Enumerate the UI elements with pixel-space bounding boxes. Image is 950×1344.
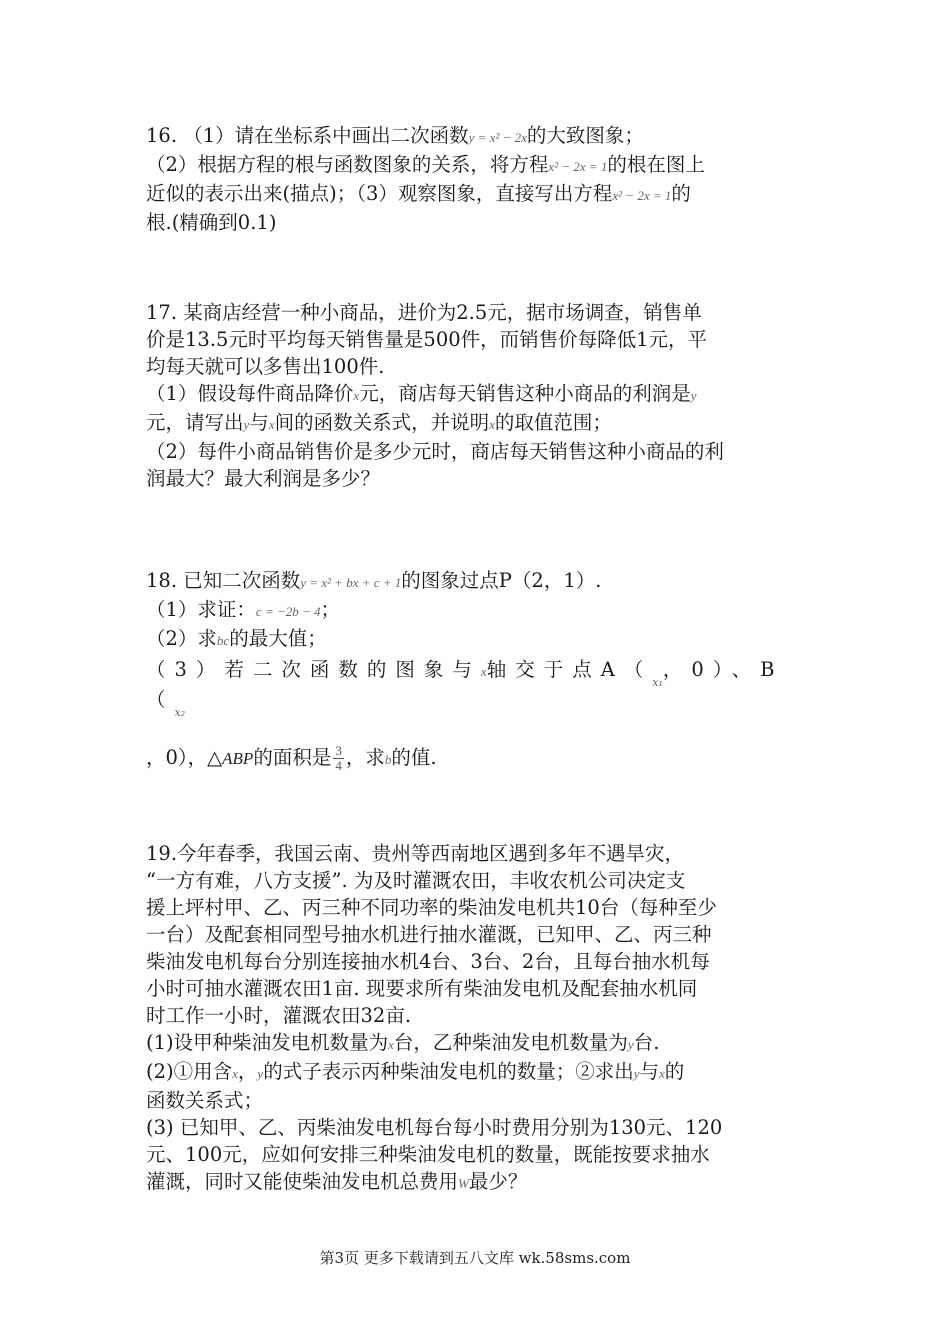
- problem-19-line-12: 元、100元，应如何安排三种柴油发电机的数量，既能按要求抽水: [146, 1143, 710, 1166]
- formula: x² − 2x = 1: [612, 188, 672, 203]
- problem-18: [146, 567, 810, 773]
- variable: ABP: [222, 749, 254, 768]
- variable: y: [690, 388, 697, 403]
- variable-x1: x₁: [652, 676, 663, 689]
- problem-18-line-3: （2）求bc的最大值；: [146, 627, 327, 650]
- problem-17-line-7: 润最大？最大利润是多少？: [146, 467, 381, 490]
- problem-16-line-3: 近似的表示出来(描点)；（3）观察图象，直接写出方程x² − 2x = 1的: [146, 182, 691, 205]
- problem-18-line-5: ，0），△ABP的面积是 $\frac{3}{4}$ ，求b的值.: [146, 743, 437, 773]
- page-footer: 第3页 更多下载请到五八文库 wk.58sms.com: [319, 1249, 631, 1267]
- variable: y: [633, 1066, 640, 1081]
- problem-19-line-10: 函数关系式；: [146, 1089, 264, 1112]
- variable: y: [627, 1037, 634, 1052]
- problem-17-line-4: （1）假设每件商品降价x元，商店每天销售这种小商品的利润是y: [146, 382, 697, 405]
- problem-19-line-5: 柴油发电机每台分别连接抽水机4台、3台、2台，且每台抽水机每: [146, 950, 710, 973]
- variable: x: [353, 388, 360, 403]
- problem-17-line-5: 元，请写出y与x间的函数关系式，并说明x的取值范围；: [146, 411, 612, 434]
- problem-17-line-3: 均每天就可以多售出100件.: [146, 355, 385, 378]
- problem-19-line-8: (1)设甲种柴油发电机数量为x台，乙种柴油发电机数量为y台.: [146, 1031, 660, 1054]
- problem-19-line-6: 小时可抽水灌溉农田1亩. 现要求所有柴油发电机及配套抽水机同: [146, 977, 698, 1000]
- problem-19-line-13: 灌溉，同时又能使柴油发电机总费用W最少？: [146, 1170, 528, 1193]
- variable-x2: x₂: [174, 706, 186, 719]
- problem-18-line-2: （1）求证：c = −2b − 4；: [146, 598, 341, 621]
- problem-19-line-7: 时工作一小时，灌溉农田32亩.: [146, 1004, 412, 1027]
- variable: x: [489, 417, 495, 432]
- problem-16-line-2: （2）根据方程的根与函数图象的关系，将方程x² − 2x = 1的根在图上: [146, 153, 705, 176]
- problem-18-line-4: （3）若二次函数的图象与x轴交于点$A(_{x_1}$，0）、$B(_{x_2}$: [146, 658, 784, 719]
- variable: bc: [216, 633, 230, 648]
- fraction: $\frac{3}{4}$: [335, 743, 342, 773]
- variable: b: [384, 752, 392, 767]
- variable: x: [232, 1066, 238, 1081]
- problem-19-line-2: “一方有难，八方支援”. 为及时灌溉农田，丰收农机公司决定支: [146, 869, 686, 892]
- problem-19-line-1: 19.今年春季，我国云南、贵州等西南地区遇到多年不遇旱灾，: [146, 842, 685, 865]
- variable: y: [243, 417, 250, 432]
- problem-19-line-11: (3) 已知甲、乙、丙柴油发电机每台每小时费用分别为130元、120: [146, 1116, 723, 1139]
- variable: x: [659, 1066, 665, 1081]
- variable: x: [388, 1037, 394, 1052]
- problem-16: [146, 122, 810, 236]
- problem-17-line-2: 价是13.5元时平均每天销售量是500件，而销售价每降低1元，平: [146, 328, 708, 351]
- formula: c = −2b − 4: [255, 604, 321, 619]
- problem-19-line-4: 一台）及配套相同型号抽水机进行抽水灌溉，已知甲、乙、丙三种: [146, 923, 712, 946]
- problem-19-line-3: 援上坪村甲、乙、丙三种不同功率的柴油发电机共10台（每种至少: [146, 896, 717, 919]
- problem-18-line-1: 18. 已知二次函数y = x² + bx + c + 1的图象过点P（2，1）.: [146, 569, 602, 592]
- formula: x² − 2x = 1: [548, 159, 608, 174]
- problem-19-line-9: (2)①用含x，y的式子表示丙种柴油发电机的数量；②求出y与x的: [146, 1060, 685, 1083]
- formula: y = x² − 2x: [468, 130, 527, 145]
- variable: W: [458, 1176, 469, 1191]
- variable: x: [268, 417, 275, 432]
- problem-19: [146, 840, 810, 1197]
- problem-17: [146, 299, 810, 492]
- problem-17-line-1: 17. 某商店经营一种小商品，进价为2.5元，据市场调查，销售单: [146, 301, 702, 324]
- variable: y: [257, 1066, 264, 1081]
- variable: x: [480, 664, 487, 679]
- problem-16-line-4: 根.(精确到0.1): [146, 211, 277, 234]
- problem-17-line-6: （2）每件小商品销售价是多少元时，商店每天销售这种小商品的利: [146, 440, 724, 463]
- formula: y = x² + bx + c + 1: [300, 575, 402, 590]
- problem-16-line-1: 16. （1）请在坐标系中画出二次函数y = x² − 2x的大致图象；: [146, 124, 644, 147]
